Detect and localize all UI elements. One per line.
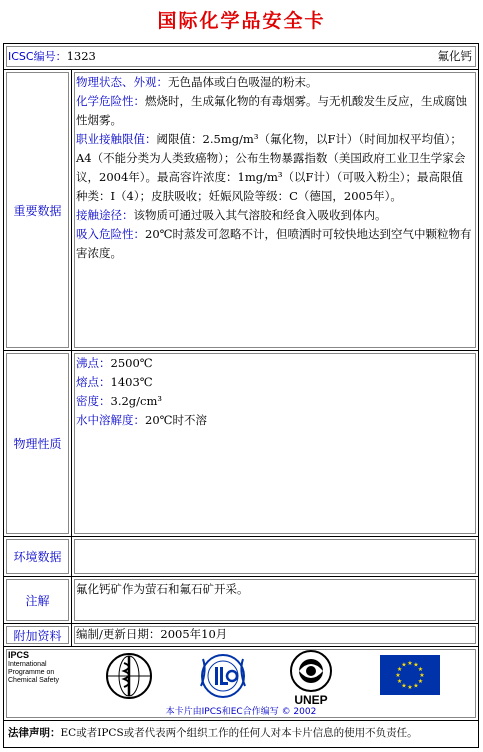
icsc-value: 1323 — [66, 49, 96, 63]
water-solubility: 水中溶解度：20℃时不溶 — [76, 413, 207, 427]
physical-properties-label: 物理性质 — [13, 437, 62, 451]
unep-emblem-icon — [289, 649, 333, 693]
additional-info-section — [4, 624, 478, 647]
ilo-emblem-icon — [197, 651, 249, 701]
physical-properties-section — [4, 351, 478, 537]
legal-notice — [4, 721, 478, 747]
additional-info-label: 附加资料 — [13, 628, 62, 643]
safety-card — [3, 43, 479, 748]
additional-info-content — [72, 624, 478, 646]
unep-label: UNEP — [294, 693, 328, 707]
svg-text:★: ★ — [401, 682, 407, 690]
ipcs-logo: IPCS International Programme on Chemical Safety — [8, 650, 59, 684]
notes-section — [4, 577, 478, 624]
section-label — [4, 351, 72, 536]
notes-content — [72, 577, 478, 623]
notes-label: 注解 — [25, 593, 50, 608]
svg-text:★: ★ — [407, 660, 413, 667]
svg-text:★: ★ — [401, 661, 407, 669]
section-label — [4, 537, 72, 576]
eu-flag-icon — [380, 655, 440, 695]
update-date: 编制/更新日期：2005年10月 — [76, 627, 228, 641]
melting-point: 熔点：1403℃ — [76, 375, 153, 389]
credit-text: 本卡片由IPCS和EC合作编写 © 2002 — [165, 707, 317, 717]
svg-text:★: ★ — [407, 684, 413, 691]
physical-properties-content — [72, 351, 478, 536]
important-data-section — [4, 70, 478, 351]
ipcs-title: IPCS — [8, 650, 30, 660]
card-title: 国际化学品安全卡 — [157, 10, 326, 32]
icsc-number — [8, 48, 96, 65]
boiling-point: 沸点：2500℃ — [76, 356, 153, 370]
svg-text:★: ★ — [417, 666, 424, 673]
section-label — [4, 70, 72, 350]
density: 密度：3.2g/cm³ — [76, 394, 162, 408]
logos-footer — [4, 647, 478, 721]
svg-text:★: ★ — [413, 682, 419, 690]
legal-label: 法律声明： — [8, 727, 61, 739]
item-inhalation-risk: 吸入危险性：20℃时蒸发可忽略不计，但喷洒时可较快地达到空气中颗粒物有害浓度。 — [76, 227, 472, 260]
svg-text:★: ★ — [396, 666, 403, 673]
chemical-name: 氟化钙 — [437, 49, 472, 63]
svg-text:★: ★ — [413, 661, 419, 669]
environmental-data-content — [72, 537, 478, 576]
icsc-label: ICSC编号： — [8, 50, 67, 63]
item-appearance: 物理状态、外观：无色晶体或白色吸湿的粉末。 — [76, 75, 318, 89]
item-exposure-limits: 职业接触限值：阈限值：2.5mg/m³（氟化物，以F计）（时间加权平均值）；A4（不能分类为人类致癌物）；公布生物暴露指数（美国政府工业卫生学家会议，2004年）。最高容许浓度：1mg/m³（以F计）（可吸入粉尘）；最高限值种类：I（4）；皮肤吸收；妊娠风险等级：C（德国，2005年）。 — [76, 132, 466, 203]
svg-text:★: ★ — [419, 672, 425, 679]
environmental-data-label: 环境数据 — [13, 550, 62, 564]
who-emblem-icon — [104, 651, 154, 701]
svg-text:★: ★ — [395, 672, 401, 679]
environmental-data-section — [4, 537, 478, 577]
section-label — [4, 624, 72, 646]
important-data-label: 重要数据 — [13, 203, 62, 218]
item-chemical-hazard: 化学危险性：燃烧时，生成氟化物的有毒烟雾。与无机酸发生反应，生成腐蚀性烟雾。 — [76, 94, 467, 127]
svg-text:★: ★ — [396, 678, 403, 685]
important-data-content — [72, 70, 478, 350]
header-row — [4, 44, 478, 70]
item-exposure-route: 接触途径：该物质可通过吸入其气溶胶和经食入吸收到体内。 — [76, 208, 387, 222]
notes-text: 氟化钙矿作为萤石和氟石矿开采。 — [76, 582, 249, 596]
legal-text: EC或者IPCS或者代表两个组织工作的任何人对本卡片信息的使用不负责任。 — [60, 727, 418, 739]
section-label — [4, 577, 72, 623]
svg-text:★: ★ — [417, 678, 424, 685]
